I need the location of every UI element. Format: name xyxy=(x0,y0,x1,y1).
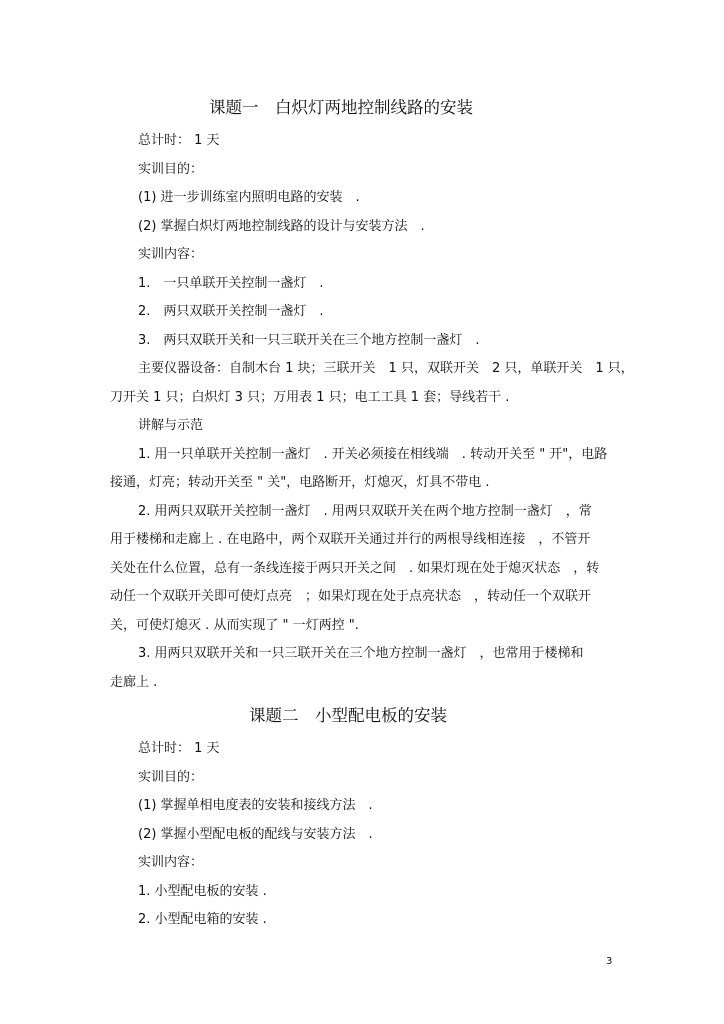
topic2-goal-2: (2) 掌握小型配电板的配线与安装方法 . xyxy=(138,827,373,842)
topic2-content-1: 1. 小型配电板的安装 . xyxy=(138,884,267,899)
topic1-title: 课题一 白炽灯两地控制线路的安装 xyxy=(209,98,473,117)
topic2-total-time: 总计时： 1 天 xyxy=(138,741,220,756)
topic1-goal-1: (1) 进一步训练室内照明电路的安装 . xyxy=(138,190,360,205)
topic2-goal-heading: 实训目的： xyxy=(138,770,204,785)
topic1-content-3: 3. 两只双联开关和一只三联开关在三个地方控制一盏灯 . xyxy=(138,333,480,348)
explain-2-line-5: 关，可使灯熄灭 . 从而实现了 " 一灯两控 ". xyxy=(110,618,359,633)
topic1-equipment-line-2: 刀开关 1 只；白炽灯 3 只；万用表 1 只；电工工具 1 套；导线若干 . xyxy=(110,390,510,405)
topic1-content-1: 1. 一只单联开关控制一盏灯 . xyxy=(138,276,324,291)
explain-2-line-3: 关处在什么位置，总有一条线连接于两只开关之间 . 如果灯现在处于熄灭状态 ，转 xyxy=(110,561,600,576)
topic1-content-2: 2. 两只双联开关控制一盏灯 . xyxy=(138,304,324,319)
explain-1-line-1: 1. 用一只单联开关控制一盏灯 . 开关必须接在相线端 . 转动开关至 " 开"，电路 xyxy=(138,447,608,462)
explain-3-line-1: 3. 用两只双联开关和一只三联开关在三个地方控制一盏灯 ，也常用于楼梯和 xyxy=(138,646,584,661)
topic2-content-2: 2. 小型配电箱的安装 . xyxy=(138,912,267,927)
topic1-explain-heading: 讲解与示范 xyxy=(138,418,204,433)
explain-2-line-1: 2. 用两只双联开关控制一盏灯 . 用两只双联开关在两个地方控制一盏灯 ，常 xyxy=(138,504,592,519)
topic1-content-heading: 实训内容： xyxy=(138,247,204,262)
topic1-total-time: 总计时： 1 天 xyxy=(138,133,220,148)
topic1-goal-2: (2) 掌握白炽灯两地控制线路的设计与安装方法 . xyxy=(138,219,425,234)
topic1-equipment-line-1: 主要仪器设备：自制木台 1 块；三联开关 1 只，双联开关 2 只，单联开关 1 只， xyxy=(138,361,634,376)
explain-1-line-2: 接通，灯亮；转动开关至 " 关"，电路断开，灯熄灭，灯具不带电 . xyxy=(110,475,490,490)
topic2-content-heading: 实训内容： xyxy=(138,855,204,870)
topic1-goal-heading: 实训目的： xyxy=(138,162,204,177)
topic2-goal-1: (1) 掌握单相电度表的安装和接线方法 . xyxy=(138,798,373,813)
page-number: 3 xyxy=(606,956,613,967)
explain-2-line-4: 动任一个双联开关即可使灯点亮 ；如果灯现在处于点亮状态 ，转动任一个双联开 xyxy=(110,589,592,604)
explain-3-line-2: 走廊上 . xyxy=(110,675,158,690)
explain-2-line-2: 用于楼梯和走廊上 . 在电路中，两个双联开关通过并行的两根导线相连接 ，不管开 xyxy=(110,532,591,547)
topic2-title: 课题二 小型配电板的安装 xyxy=(249,706,447,725)
